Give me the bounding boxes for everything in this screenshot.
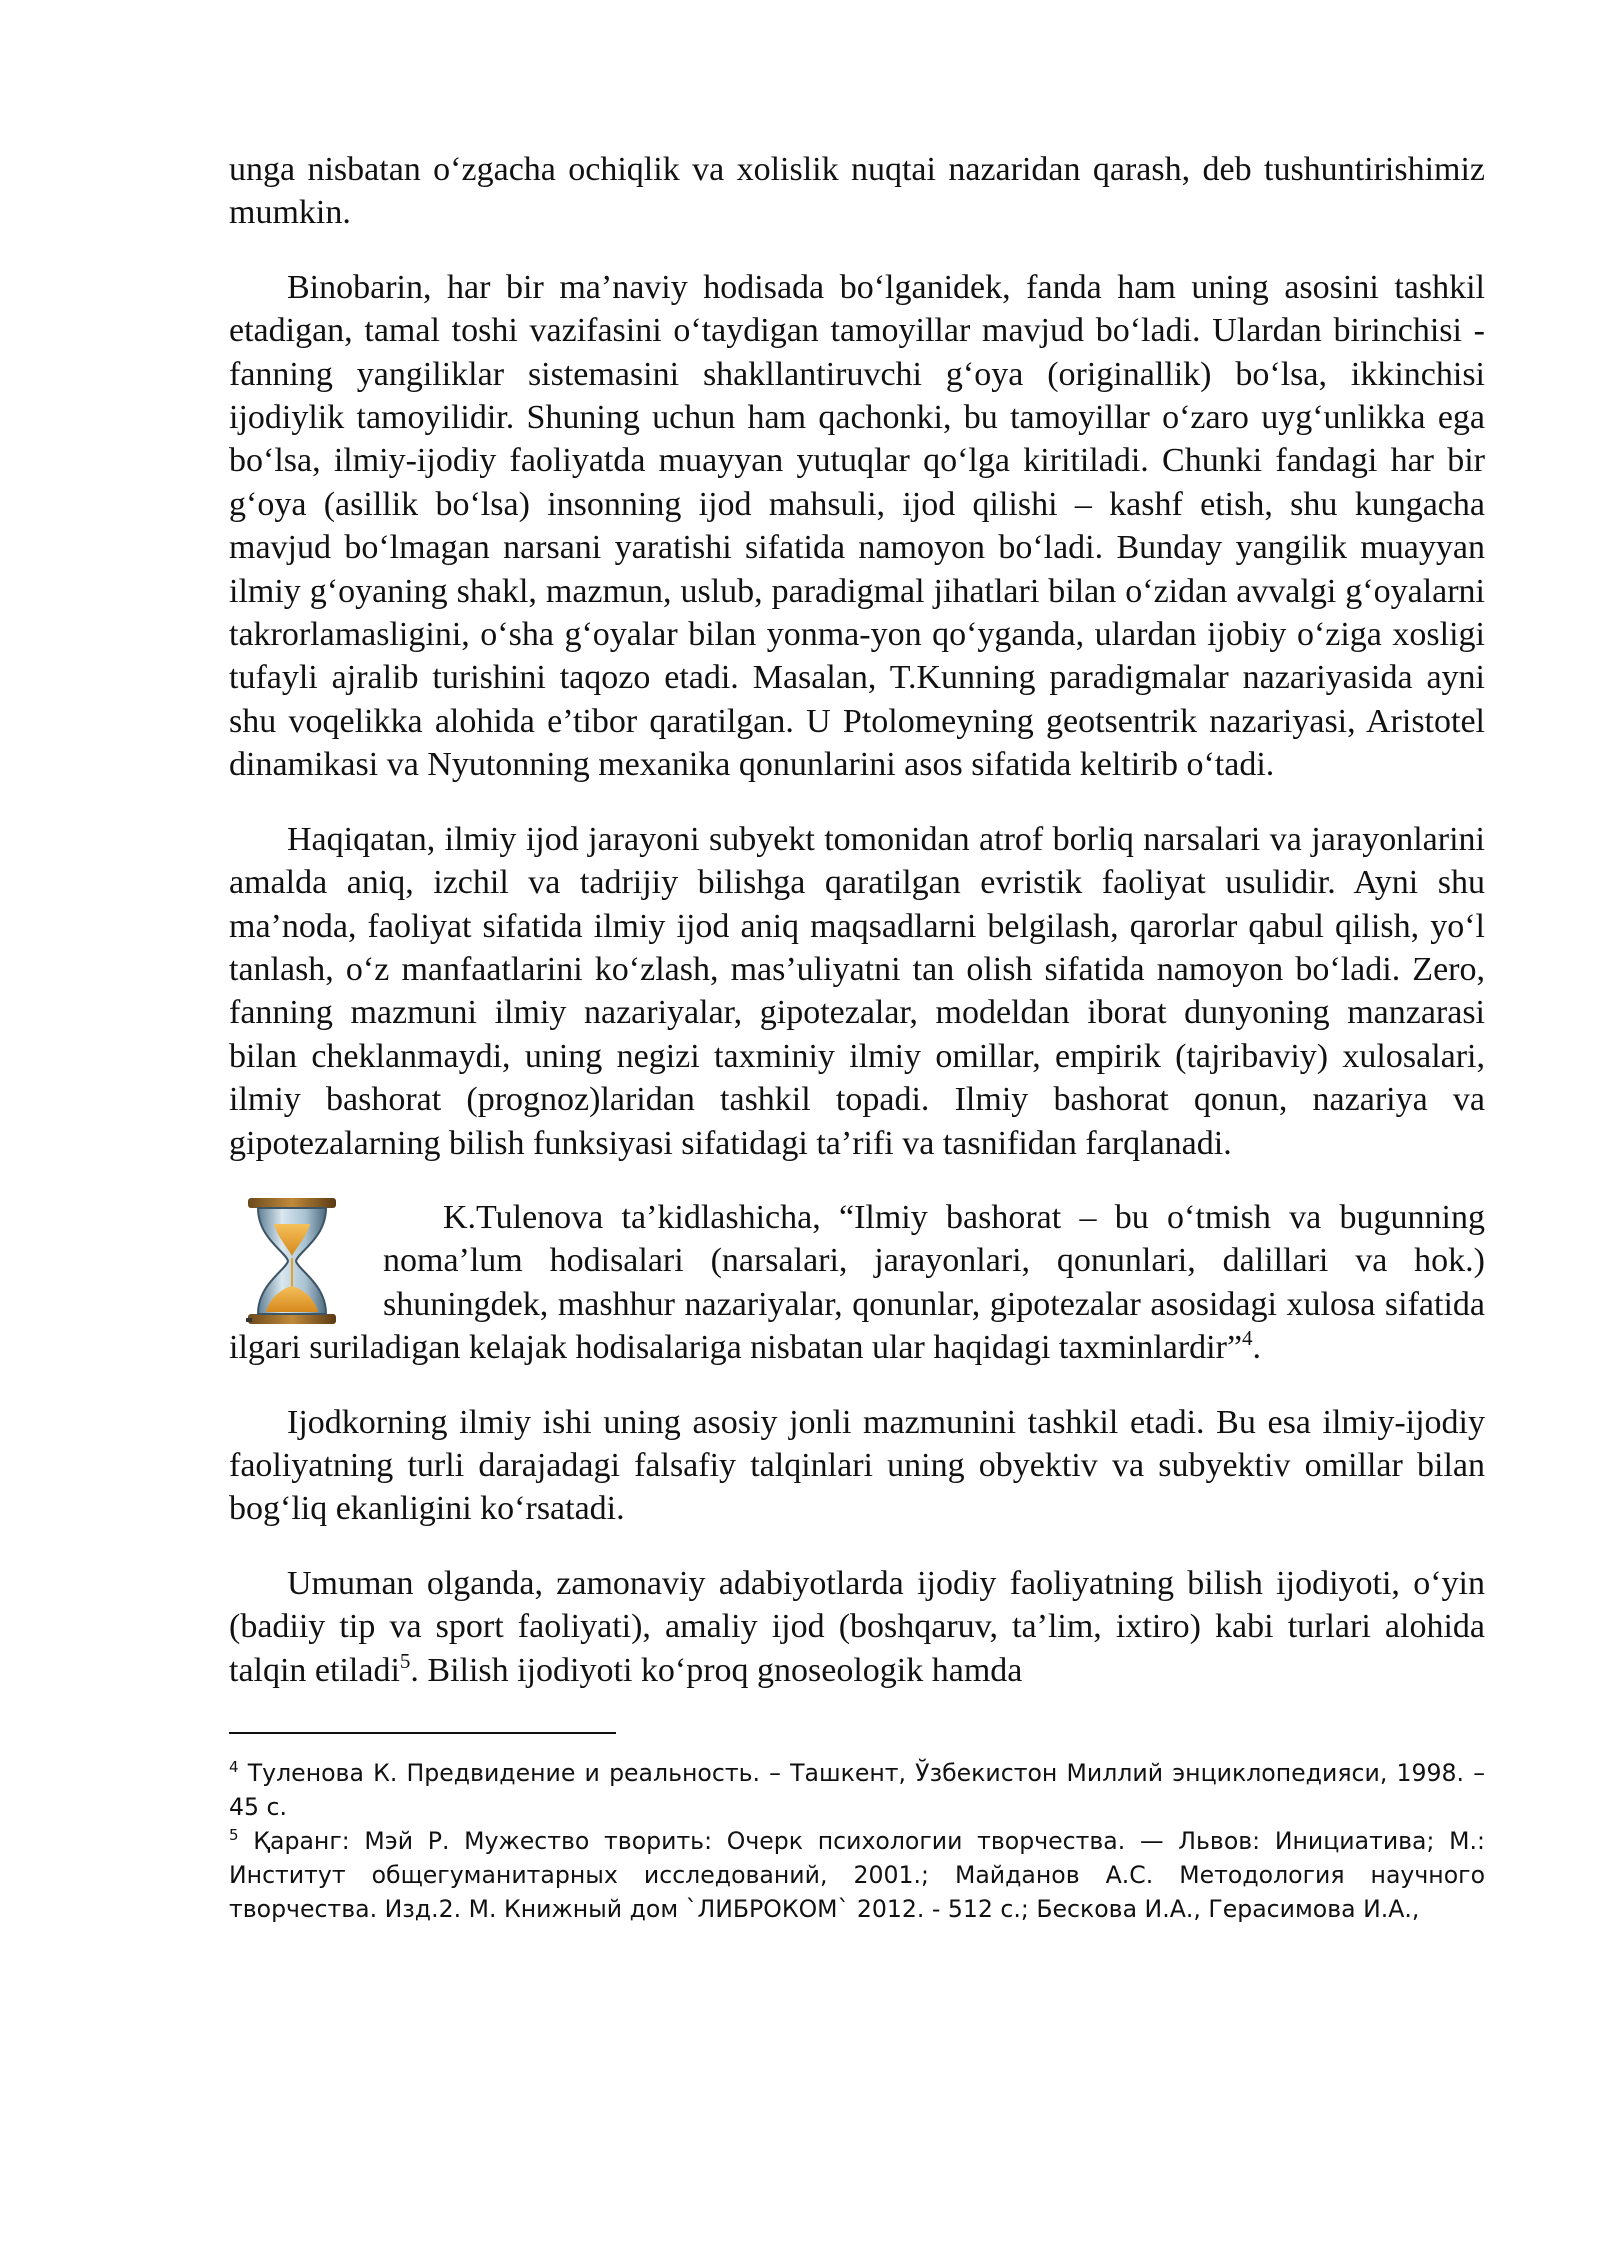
paragraph-1: unga nisbatan o‘zgacha ochiqlik va xolislik nuqtai nazaridan qarash, deb tushuntirishimiz mumkin. <box>229 151 1485 232</box>
document-page <box>229 148 1485 1926</box>
paragraph-6-text: Umuman olganda, zamonaviy adabiyotlarda ijodiy faoliyatning bilish ijodiyoti, o‘yin (badiiy tip va sport faoliyati), amaliy ijod (boshqaruv, ta’lim, ixtiro) kabi turlari alohida talqin etiladi <box>229 1564 1485 1689</box>
paragraph-3: Haqiqatan, ilmiy ijod jarayoni subyekt tomonidan atrof borliq narsalari va jarayonlarini amalda aniq, izchil va tadrijiy bilishga qaratilgan evristik faoliyat usulidir. Ayni shu ma’noda, faoliyat sifatida ilmiy ijod aniq maqsadlarni belgilash, qarorlar qabul qilish, yo‘l tanlash, o‘z manfaatlarini ko‘zlash, mas’uliyatni tan olish sifatida namoyon bo‘ladi. Zero, fanning mazmuni ilmiy nazariyalar, gipotezalar, modeldan iborat dunyoning manzarasi bilan cheklanmaydi, uning negizi taxminiy ilmiy omillar, empirik (tajribaviy) xulosalari, ilmiy bashorat (prognoz)laridan tashkil topadi. Ilmiy bashorat qonun, nazariya va gipotezalarning bilish funksiyasi sifatidagi ta’rifi va tasnifidan farqlanadi. <box>229 820 1485 1162</box>
footnote-4 <box>229 1756 1485 1824</box>
quote-block <box>229 1196 1485 1370</box>
footnote-number: 4 <box>229 1758 239 1776</box>
paragraph-6-tail: . Bilish ijodiyoti ko‘proq gnoseologik hamda <box>410 1651 1023 1689</box>
paragraph-2: Binobarin, har bir ma’naviy hodisada bo‘lganidek, fanda ham uning asosini tashkil etadigan, tamal toshi vazifasini o‘taydigan tamoyillar mavjud bo‘ladi. Ulardan birinchisi - fanning yangiliklar sistemasini shakllantiruvchi g‘oya (originallik) bo‘lsa, ikkinchisi ijodiylik tamoyilidir. Shuning uchun ham qachonki, bu tamoyillar o‘zaro uyg‘unlikka ega bo‘lsa, ilmiy-ijodiy faoliyatda muayyan yutuqlar qo‘lga kiritiladi. Chunki fandagi har bir g‘oya (asillik bo‘lsa) insonning ijod mahsuli, ijod qilishi – kashf etish, shu kungacha mavjud bo‘lmagan narsani yaratishi sifatida namoyon bo‘ladi. Bunday yangilik muayyan ilmiy g‘oyaning shakl, mazmun, uslub, paradigmal jihatlari bilan o‘zidan avvalgi g‘oyalarni takrorlamasligini, o‘sha g‘oyalar bilan yonma-yon qo‘yganda, ulardan ijobiy o‘ziga xosligi tufayli ajralib turishini taqozo etadi. Masalan, T.Kunning paradigmalar nazariyasida ayni shu voqelikka alohida e’tibor qaratilgan. U Ptolomeyning geotsentrik nazariyasi, Aristotel dinamikasi va Nyutonning mexanika qonunlarini asos sifatida keltirib o‘tadi. <box>229 268 1485 784</box>
footnote-text: Қаранг: Мэй Р. Мужество творить: Очерк психологии творчества. — Львов: Инициатива; М.: Институт общегуманитарных исследований, 2001.; Майданов А.С. Методология научного творчества. Изд.2. М. Книжный дом `ЛИБРОКОМ` 2012. - 512 с.; Бескова И.А., Герасимова И.А., <box>229 1827 1485 1923</box>
footnote-number: 5 <box>229 1826 239 1844</box>
quote-end: . <box>1252 1329 1262 1367</box>
hourglass-icon <box>244 1196 383 1326</box>
footnote-ref-4[interactable]: 4 <box>1242 1326 1253 1351</box>
quote-paragraph <box>229 1196 1485 1370</box>
footnote-separator <box>229 1732 616 1734</box>
quote-text: K.Tulenova ta’kidlashicha, “Ilmiy bashorat – bu o‘tmish va bugunning noma’lum hodisalari (narsalari, jarayonlari, qonunlari, dalillari va hok.) shuningdek, mashhur nazariyalar, qonunlar, gipotezalar asosidagi xulosa sifatida ilgari suriladigan kelajak hodisalariga nisbatan ular haqidagi taxminlardir” <box>229 1198 1485 1367</box>
footnote-text: Туленова К. Предвидение и реальность. – Ташкент, Ўзбекистон Миллий энциклопедияси, 1998. – 45 с. <box>229 1759 1485 1821</box>
paragraph-5: Ijodkorning ilmiy ishi uning asosiy jonli mazmunini tashkil etadi. Bu esa ilmiy-ijodiy faoliyatning turli darajadagi falsafiy talqinlari uning obyektiv va subyektiv omillar bilan bog‘liq ekanligini ko‘rsatadi. <box>229 1403 1485 1528</box>
footnote-ref-5[interactable]: 5 <box>399 1648 411 1673</box>
paragraph-6 <box>229 1562 1485 1692</box>
footnote-5 <box>229 1824 1485 1926</box>
